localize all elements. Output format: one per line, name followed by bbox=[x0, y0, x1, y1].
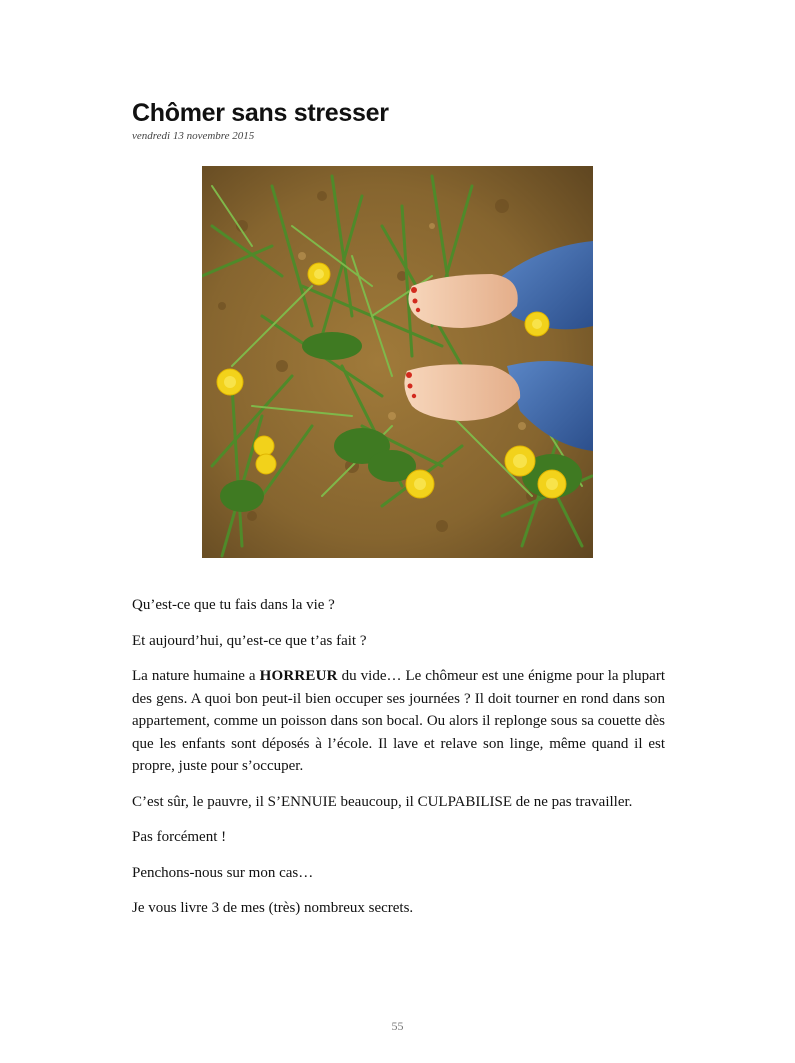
paragraph-4: C’est sûr, le pauvre, il S’ENNUIE beaucoup, il CULPABILISE de ne pas travailler. bbox=[132, 793, 633, 810]
paragraph-5: Pas forcément ! bbox=[132, 829, 227, 845]
paragraph-3-intro: La nature humaine a bbox=[132, 668, 260, 684]
paragraph-2: Et aujourd’hui, qu’est-ce que t’as fait ? bbox=[132, 632, 367, 649]
feet-in-grass-image bbox=[202, 166, 593, 558]
page-number: 55 bbox=[391, 1019, 404, 1033]
article-body bbox=[132, 594, 665, 933]
article-photo bbox=[202, 166, 593, 558]
paragraph-1: Qu’est-ce que tu fais dans la vie ? bbox=[132, 597, 335, 613]
paragraph-3-emphasis: HORREUR bbox=[259, 668, 338, 684]
paragraph-3 bbox=[132, 665, 665, 778]
article-title: Chômer sans stresser bbox=[132, 99, 389, 127]
paragraph-7: Je vous livre 3 de mes (très) nombreux secrets. bbox=[132, 900, 414, 916]
article-date: vendredi 13 novembre 2015 bbox=[132, 130, 255, 142]
paragraph-6: Penchons-nous sur mon cas… bbox=[132, 864, 314, 881]
paragraph-3-rest: du vide… Le chômeur est une énigme pour la plupart des gens. A quoi bon peut-il bien occuper ses journées ? Il doit tourner en rond dans son appartement, comme un poisson dans son bocal. Ou alors il replonge sous sa couette dès que les enfants sont déposés à l’école. Il lave et relave son linge, même quand il est propre, juste pour s’occuper. bbox=[132, 668, 666, 774]
